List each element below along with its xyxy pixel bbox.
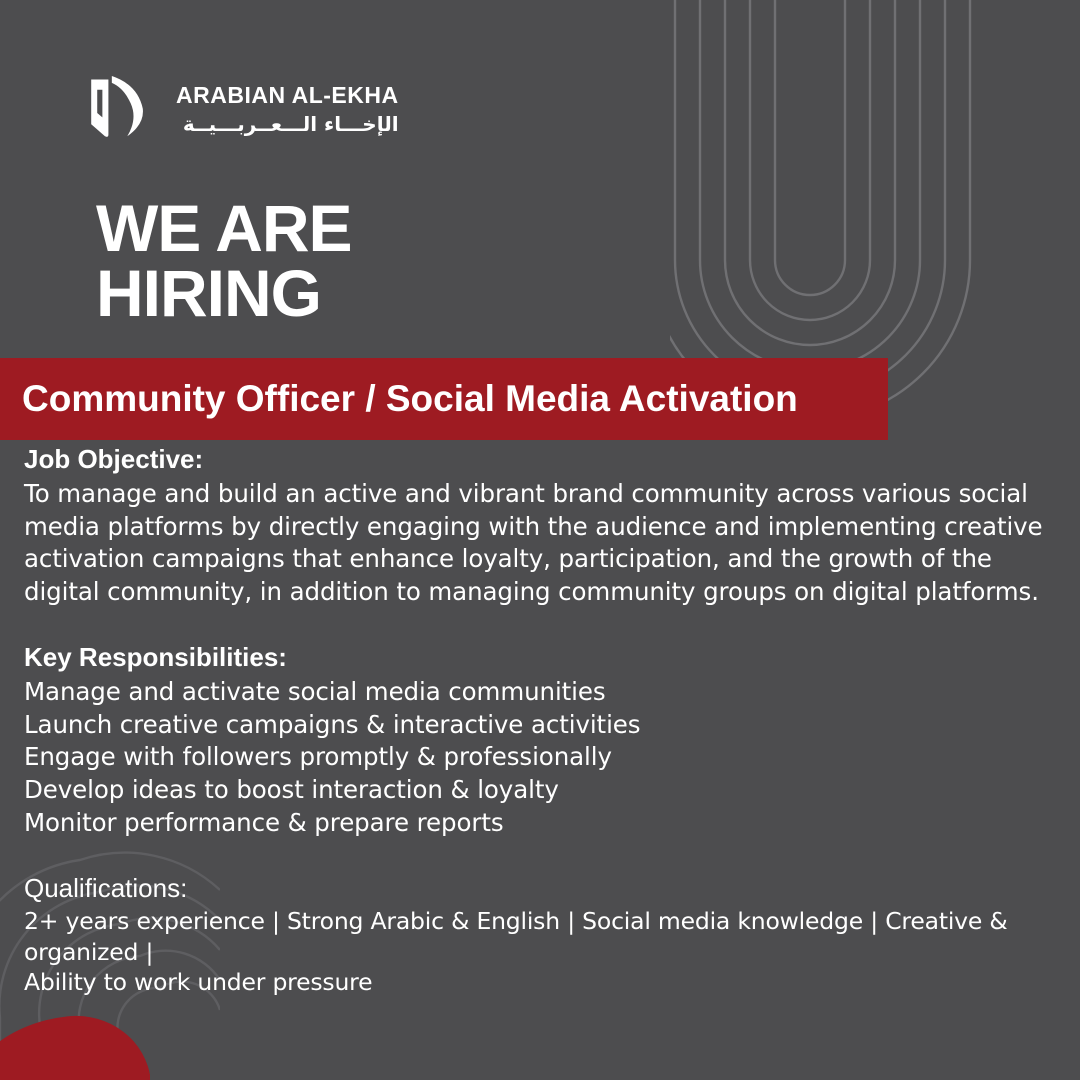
list-item: Develop ideas to boost interaction & loyalty <box>24 775 559 805</box>
objective-text: To manage and build an active and vibrant brand community across various social media platforms by directly engaging with the audience and implementing creative activation campaigns that enhance loyalty, participation, and the growth of the digital community, in addition to managing community groups on digital platforms. <box>24 479 1043 606</box>
headline-line-2: HIRING <box>96 256 321 331</box>
headline-line-1: WE ARE <box>96 191 352 265</box>
list-item: Engage with followers promptly & professionally <box>24 742 612 772</box>
brand-logo <box>74 64 399 150</box>
list-item: Monitor performance & prepare reports <box>24 807 504 837</box>
job-title-bar <box>0 358 888 440</box>
decorative-curves-top-right <box>670 0 1080 420</box>
list-item: Launch creative campaigns & interactive activities <box>24 709 641 739</box>
list-item: Manage and activate social media communities <box>24 677 606 707</box>
responsibilities-heading: Key Responsibilities: <box>24 642 287 673</box>
job-details <box>24 444 1068 998</box>
qualifications-line-1: 2+ years experience | Strong Arabic & English | Social media knowledge | Creative & organized | <box>24 907 1008 966</box>
qualifications-line-2: Ability to work under pressure <box>24 968 373 997</box>
qualifications-heading: Qualifications: <box>24 873 188 904</box>
arabian-al-ekha-logo-icon <box>74 64 160 150</box>
objective-heading: Job Objective: <box>24 444 204 474</box>
brand-name-ar: الإخـــاء الـــعــربـــيــة <box>182 112 399 136</box>
brand-name-en: ARABIAN AL-EKHA <box>176 82 399 108</box>
job-title: Community Officer / Social Media Activation <box>22 378 798 419</box>
decorative-red-shape <box>0 1010 150 1080</box>
responsibilities-list <box>24 676 1068 839</box>
headline <box>96 191 352 331</box>
